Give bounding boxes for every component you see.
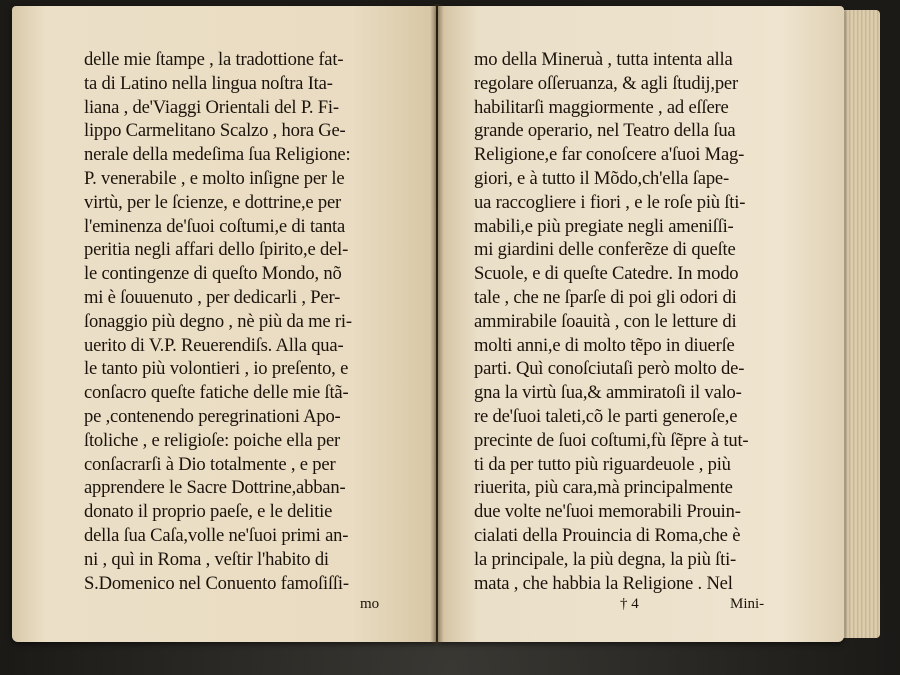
text-line: ammirabile ſoauità , con le letture di — [474, 310, 737, 332]
text-line: mi giardini delle conferẽze di queſte — [474, 239, 736, 261]
text-line: tale , che ne ſparſe di poi gli odori di — [474, 287, 737, 308]
text-line: parti. Quì conoſciutaſi però molto de- — [474, 358, 745, 380]
text-line: ta di Latino nella lingua noſtra Ita- — [84, 72, 333, 94]
text-line: mabili,e più pregiate negli ameniſſi- — [474, 215, 734, 237]
text-line: ſonaggio più degno , nè più da me ri- — [84, 310, 352, 332]
signature-mark: † 4 — [620, 596, 639, 612]
text-line: cialati della Prouincia di Roma,che è — [474, 525, 741, 546]
text-line: ni , quì in Roma , veſtir l'habito di — [84, 548, 329, 570]
text-line: la principale, la più degna, la più ſti- — [474, 548, 737, 570]
text-line: conſacrarſi à Dio totalmente , e per — [84, 453, 336, 475]
text-line: mata , che habbia la Religione . Nel — [474, 572, 733, 594]
text-line: mi è ſouuenuto , per dedicarli , Per- — [84, 287, 341, 308]
left-catchword: mo — [360, 596, 380, 612]
book-gutter — [430, 4, 444, 644]
text-line: le contingenze di queſto Mondo, nõ — [84, 263, 342, 285]
text-line: molti anni,e di molto tẽpo in diuerſe — [474, 334, 735, 356]
text-line: nerale della medeſima ſua Religione: — [84, 144, 351, 166]
text-line: giori, e à tutto il Mõdo,ch'ella ſape- — [474, 168, 729, 189]
page-edges — [842, 10, 880, 638]
text-line: S.Domenico nel Conuento famoſiſſi- — [84, 572, 349, 594]
text-line: le tanto più volontieri , io preſento, e — [84, 358, 349, 380]
text-line: riuerita, più cara,mà principalmente — [474, 477, 733, 499]
right-catchword: Mini- — [730, 596, 765, 612]
text-line: re de'ſuoi taleti,cõ le parti generoſe,e — [474, 406, 738, 427]
text-line: Religione,e far conoſcere a'ſuoi Mag- — [474, 144, 745, 166]
text-line: mo della Mineruà , tutta intenta alla — [474, 49, 733, 70]
text-line: gna la virtù ſua,& ammiratoſi il valo- — [474, 382, 742, 404]
text-line: precinte de ſuoi coſtumi,fù ſẽpre à tut- — [474, 429, 749, 451]
text-line: habilitarſi maggiormente , ad eſſere — [474, 96, 729, 118]
text-line: lippo Carmelitano Scalzo , hora Ge- — [84, 120, 346, 142]
text-line: due volte ne'ſuoi memorabili Prouin- — [474, 501, 741, 523]
text-line: apprendere le Sacre Dottrine,abban- — [84, 477, 346, 499]
text-line: ua raccogliere i fiori , e le roſe più ſti- — [474, 191, 746, 213]
text-line: liana , de'Viaggi Orientali del P. Fi- — [84, 96, 339, 118]
text-line: conſacro queſte fatiche delle mie ſtã- — [84, 382, 349, 404]
text-line: uerito di V.P. Reuerendiſs. Alla qua- — [84, 334, 344, 356]
text-line: delle mie ſtampe , la tradottione fat- — [84, 49, 344, 70]
text-line: virtù, per le ſcienze, e dottrine,e per — [84, 191, 342, 213]
text-line: ſtoliche , e religioſe: poiche ella per — [84, 429, 341, 451]
text-line: grande operario, nel Teatro della ſua — [474, 120, 736, 142]
text-line: donato il proprio paeſe, e le delitie — [84, 501, 333, 523]
text-line: Scuole, e di queſte Catedre. In modo — [474, 263, 739, 285]
text-line: ti da per tutto più riguardeuole , più — [474, 453, 731, 475]
text-line: regolare oſſeruanza, & agli ſtudij,per — [474, 72, 738, 94]
text-line: l'eminenza de'ſuoi coſtumi,e di tanta — [84, 215, 346, 237]
text-line: pe ,contenendo peregrinationi Apo- — [84, 406, 341, 427]
text-line: P. venerabile , e molto inſigne per le — [84, 168, 345, 189]
text-line: della ſua Caſa,volle ne'ſuoi primi an- — [84, 525, 349, 546]
text-line: peritia negli affari dello ſpirito,e del- — [84, 239, 349, 261]
